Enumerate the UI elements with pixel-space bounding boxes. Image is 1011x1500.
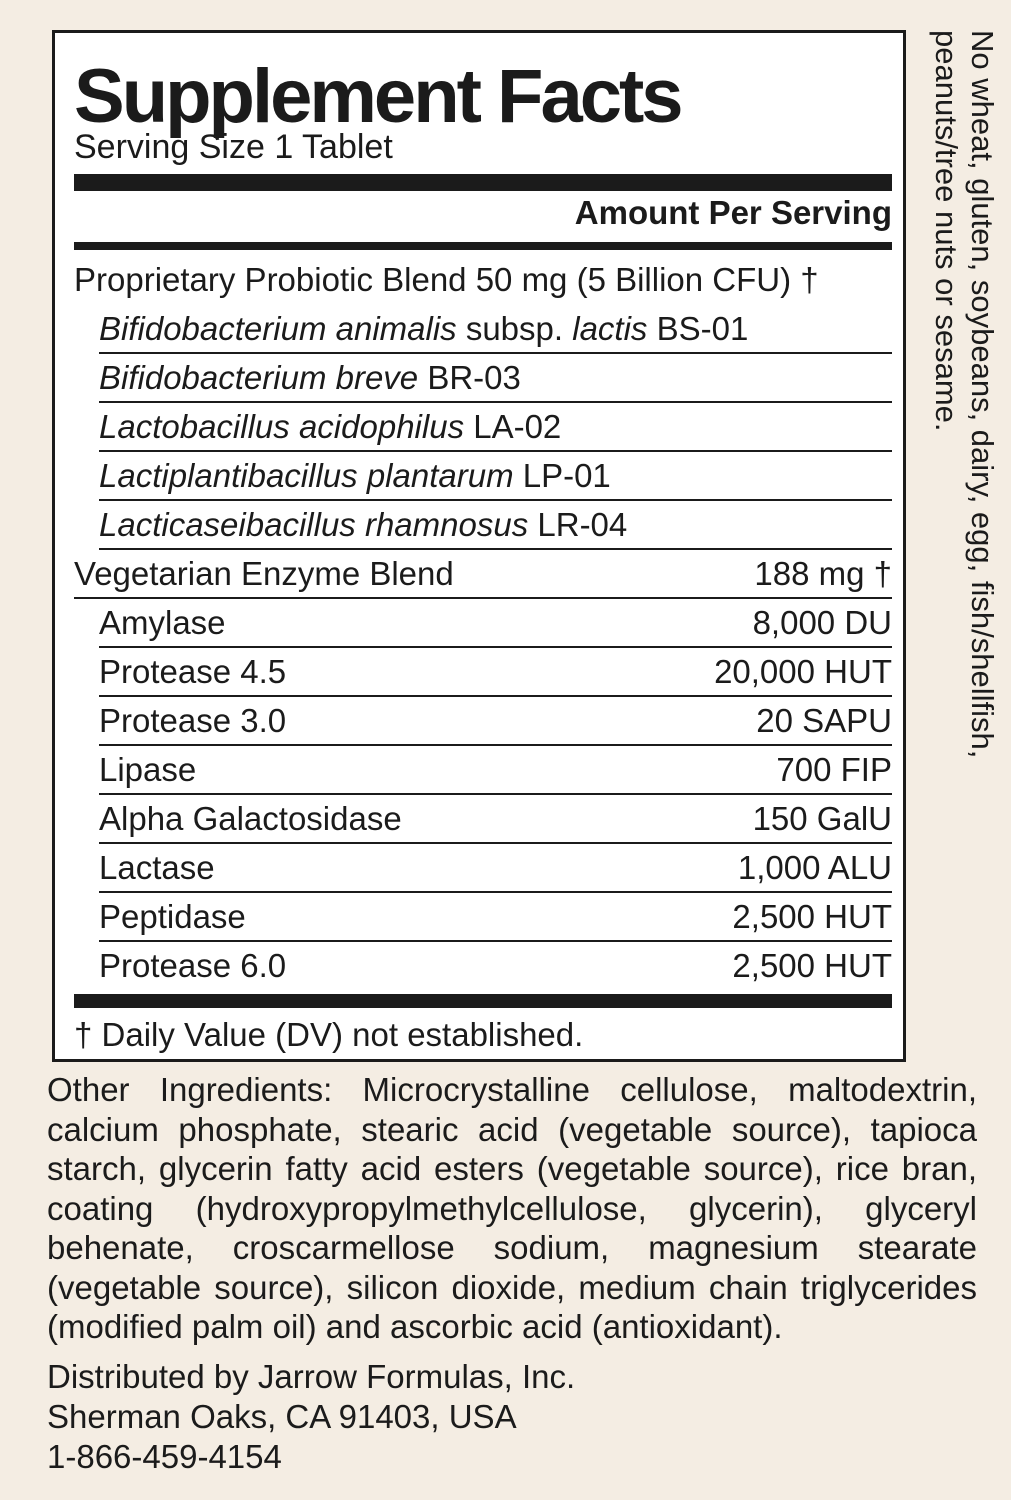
strain-code: LA-02	[464, 408, 562, 445]
enzyme-row	[99, 746, 892, 795]
strain-species: Bifidobacterium breve	[99, 359, 419, 396]
allergen-note-text: No wheat, gluten, soybeans, dairy, egg, fish/shellfish, peanuts/tree nuts or sesame.	[929, 30, 1000, 759]
enzyme-amount: 20 SAPU	[756, 702, 892, 739]
strain-row	[99, 403, 892, 452]
strain-row	[99, 501, 892, 550]
supplement-facts-panel	[52, 30, 906, 1062]
nutrient-rows	[74, 256, 892, 991]
strain-label	[99, 452, 611, 499]
strain-label	[99, 305, 748, 352]
enzyme-amount: 8,000 DU	[752, 604, 892, 641]
enzyme-label: Protease 6.0	[99, 947, 287, 984]
strain-code: BS-01	[647, 310, 749, 347]
strain-species: Lactobacillus acidophilus	[99, 408, 465, 445]
distributor-address: Sherman Oaks, CA 91403, USA	[47, 1398, 517, 1435]
probiotic-blend-row	[74, 256, 892, 305]
enzyme-label: Amylase	[99, 604, 226, 641]
enzyme-label: Alpha Galactosidase	[99, 800, 402, 837]
enzyme-label: Lipase	[99, 751, 197, 788]
strain-label	[99, 501, 627, 548]
panel-title: Supplement Facts	[74, 54, 681, 139]
enzyme-blend-label: Vegetarian Enzyme Blend	[74, 555, 454, 592]
distributor-phone: 1-866-459-4154	[47, 1438, 282, 1475]
enzyme-row	[99, 648, 892, 697]
enzyme-amount: 20,000 HUT	[714, 653, 892, 690]
enzyme-row	[99, 697, 892, 746]
other-ingredients: Other Ingredients: Microcrystalline cellulose, maltodextrin, calcium phosphate, stearic acid (vegetable source), tapioca starch, glycerin fatty acid esters (vegetable source), rice bran, coating (hydroxypropylmethylcellulose, glycerin), glyceryl behenate, croscarmellose sodium, magnesium stearate (vegetable source), silicon dioxide, medium chain triglycerides (modified palm oil) and ascorbic acid (antioxidant).	[47, 1071, 977, 1345]
strain-code: LR-04	[528, 506, 628, 543]
amount-per-serving-header: Amount Per Serving	[574, 194, 892, 231]
thick-divider-top	[74, 174, 892, 191]
distributor-name: Distributed by Jarrow Formulas, Inc.	[47, 1358, 576, 1395]
enzyme-row	[99, 942, 892, 991]
enzyme-amount: 2,500 HUT	[732, 947, 892, 984]
daily-value-footnote: † Daily Value (DV) not established.	[74, 1016, 584, 1053]
strain-label	[99, 403, 561, 450]
medium-divider	[74, 242, 892, 250]
strain-species: Lactiplantibacillus plantarum	[99, 457, 514, 494]
strain-row	[99, 305, 892, 354]
enzyme-label: Protease 4.5	[99, 653, 287, 690]
enzyme-amount: 700 FIP	[776, 751, 892, 788]
strain-label	[99, 354, 521, 401]
enzyme-blend-row	[74, 550, 892, 599]
enzyme-amount: 2,500 HUT	[732, 898, 892, 935]
enzyme-label: Peptidase	[99, 898, 246, 935]
distributor-info	[47, 1357, 575, 1477]
enzyme-row	[99, 599, 892, 648]
strain-row	[99, 354, 892, 403]
strain-code: LP-01	[513, 457, 611, 494]
strain-code: BR-03	[418, 359, 521, 396]
strain-row	[99, 452, 892, 501]
enzyme-amount: 1,000 ALU	[737, 849, 892, 886]
enzyme-row	[99, 795, 892, 844]
enzyme-amount: 150 GalU	[752, 800, 892, 837]
enzyme-label: Protease 3.0	[99, 702, 287, 739]
thick-divider-bottom	[74, 994, 892, 1008]
probiotic-blend-label: Proprietary Probiotic Blend 50 mg (5 Billion CFU) †	[74, 261, 819, 298]
strain-subsp: subsp.	[456, 310, 573, 347]
allergen-note	[920, 30, 1000, 1030]
enzyme-row	[99, 893, 892, 942]
enzyme-row	[99, 844, 892, 893]
strain-species: Lacticaseibacillus rhamnosus	[99, 506, 529, 543]
strain-subspecies: lactis	[572, 310, 648, 347]
enzyme-label: Lactase	[99, 849, 215, 886]
strain-species: Bifidobacterium animalis	[99, 310, 457, 347]
serving-size: Serving Size 1 Tablet	[74, 128, 393, 166]
enzyme-blend-amount: 188 mg †	[754, 555, 892, 592]
